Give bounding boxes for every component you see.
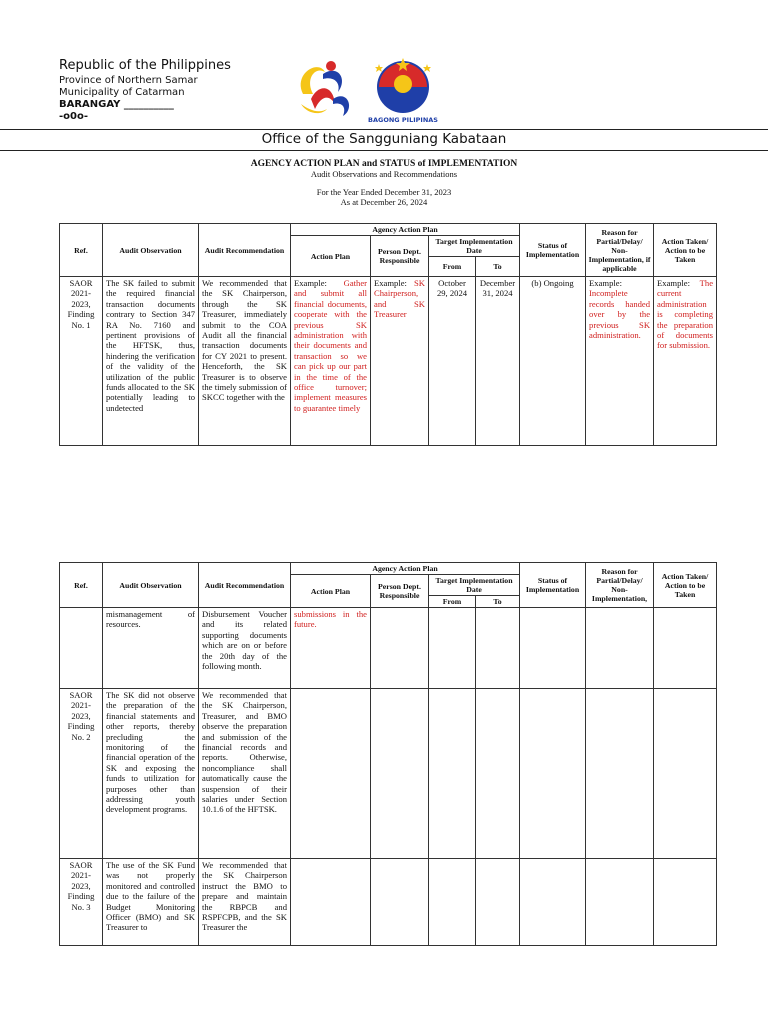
col-observation: Audit Observation xyxy=(103,563,199,608)
row-status: (b) Ongoing xyxy=(520,277,586,446)
row-from xyxy=(429,608,476,689)
col-target: Target Implementation Date xyxy=(429,236,520,257)
row-to xyxy=(476,689,520,859)
row-ref: SAOR 2021-2023, Finding No. 3 xyxy=(60,859,103,946)
table-row xyxy=(60,689,717,859)
row-person xyxy=(371,859,429,946)
col-ref: Ref. xyxy=(60,563,103,608)
col-person: Person Dept. Responsible xyxy=(371,236,429,277)
sk-logo-icon xyxy=(301,61,349,116)
row-action-plan: Example: Gather and submit all financial documents, cooperate with the previous SK administration with their documents and transaction so we can pick up our part in the time of the office turnover; implement measures to guarantee timely xyxy=(291,277,371,446)
row-status xyxy=(520,608,586,689)
row-taken xyxy=(654,859,717,946)
logos xyxy=(293,54,443,124)
action-plan-table-2 xyxy=(59,562,717,946)
row-from xyxy=(429,689,476,859)
row-to: December 31, 2024 xyxy=(476,277,520,446)
col-action-plan: Action Plan xyxy=(291,236,371,277)
row-reason xyxy=(586,608,654,689)
republic-line: Republic of the Philippines xyxy=(59,58,231,73)
col-recommendation: Audit Recommendation xyxy=(199,224,291,277)
row-person xyxy=(371,608,429,689)
row-recommendation: We recommended that the SK Chairperson, Treasurer, and BMO observe the preparation and submission of the financial records and reports. Otherwise, noncompliance shall automatically cause the suspension of their salaries under Section 10.1.6 of the HFTSK. xyxy=(199,689,291,859)
col-reason: Reason for Partial/Delay/ Non- Implementation, xyxy=(586,563,654,608)
barangay-line: BARANGAY __________ xyxy=(59,99,174,110)
row-taken xyxy=(654,608,717,689)
row-person xyxy=(371,689,429,859)
row-reason xyxy=(586,859,654,946)
row-person: Example: SK Chairperson, and SK Treasurer xyxy=(371,277,429,446)
row-observation: The use of the SK Fund was not properly monitored and controlled due to the failure of the Budget Monitoring Officer (BMO) and SK Treasurer to xyxy=(103,859,199,946)
row-recommendation: We recommended that the SK Chairperson instruct the BMO to prepare and maintain the RBPCB and RSPFCPB, and the SK Treasurer the xyxy=(199,859,291,946)
province-line: Province of Northern Samar xyxy=(59,75,198,86)
row-action-plan xyxy=(291,859,371,946)
asof-line: As at December 26, 2024 xyxy=(340,197,428,207)
row-taken: Example: The current administration is completing the preparation of documents for submission. xyxy=(654,277,717,446)
municipality-line: Municipality of Catarman xyxy=(59,87,185,98)
document-titles xyxy=(0,159,768,207)
col-status: Status of Implementation xyxy=(520,224,586,277)
row-to xyxy=(476,608,520,689)
row-ref: SAOR 2021-2023, Finding No. 2 xyxy=(60,689,103,859)
row-action-plan: submissions in the future. xyxy=(291,608,371,689)
col-ref: Ref. xyxy=(60,224,103,277)
top-rule xyxy=(0,129,768,130)
table-row xyxy=(60,277,717,446)
bagong-pilipinas-logo-icon xyxy=(368,58,438,124)
sub-title: Audit Observations and Recommendations xyxy=(310,169,458,179)
row-to xyxy=(476,859,520,946)
col-from: From xyxy=(429,257,476,277)
row-observation: The SK failed to submit the required financial transaction documents contrary to Section 347 RA No. 7160 and pertinent provisions of the HFTSK, thus, hindering the verification of the validity of the utilization of the public funds allocated to the SK potentially leading to undetected xyxy=(103,277,199,446)
table-row xyxy=(60,608,717,689)
col-from: From xyxy=(429,596,476,608)
col-to: To xyxy=(476,596,520,608)
col-agency-plan: Agency Action Plan xyxy=(291,224,520,236)
row-taken xyxy=(654,689,717,859)
separator-line: -o0o- xyxy=(59,111,88,122)
row-reason xyxy=(586,689,654,859)
col-target: Target Implementation Date xyxy=(429,575,520,596)
row-status xyxy=(520,689,586,859)
col-person: Person Dept. Responsible xyxy=(371,575,429,608)
main-title: AGENCY ACTION PLAN and STATUS of IMPLEMENTATION xyxy=(250,159,518,169)
col-recommendation: Audit Recommendation xyxy=(199,563,291,608)
row-from xyxy=(429,859,476,946)
col-taken: Action Taken/ Action to be Taken xyxy=(654,224,717,277)
action-plan-table-1 xyxy=(59,223,717,446)
table-row xyxy=(60,859,717,946)
row-ref xyxy=(60,608,103,689)
office-title: Office of the Sangguniang Kabataan xyxy=(261,131,507,147)
logo-text: BAGONG PILIPINAS xyxy=(368,116,438,124)
col-action-plan: Action Plan xyxy=(291,575,371,608)
row-reason: Example: Incomplete records handed over by the previous SK administration. xyxy=(586,277,654,446)
row-status xyxy=(520,859,586,946)
row-recommendation: Disbursement Voucher and its related supporting documents which are on or before the 20th day of the following month. xyxy=(199,608,291,689)
row-action-plan xyxy=(291,689,371,859)
col-to: To xyxy=(476,257,520,277)
col-taken: Action Taken/ Action to be Taken xyxy=(654,563,717,608)
year-line: For the Year Ended December 31, 2023 xyxy=(316,187,452,197)
col-agency-plan: Agency Action Plan xyxy=(291,563,520,575)
col-reason: Reason for Partial/Delay/ Non- Implementation, if applicable xyxy=(586,224,654,277)
row-observation: mismanagement of resources. xyxy=(103,608,199,689)
col-observation: Audit Observation xyxy=(103,224,199,277)
row-observation: The SK did not observe the preparation of the financial statements and other reports, thereby precluding the monitoring of the financial operation of the SK and exposing the funds to utilization for purposes other than addressing youth development programs. xyxy=(103,689,199,859)
row-ref: SAOR 2021-2023, Finding No. 1 xyxy=(60,277,103,446)
row-recommendation: We recommended that the SK Chairperson, through the SK Treasurer, immediately submit to the COA Audit all the financial transaction documents for CY 2021 to present. Henceforth, the SK Treasurer is to observe the timely submission of SKCC together with the xyxy=(199,277,291,446)
col-status: Status of Implementation xyxy=(520,563,586,608)
bottom-rule xyxy=(0,150,768,151)
row-from: October 29, 2024 xyxy=(429,277,476,446)
letterhead xyxy=(59,58,231,123)
